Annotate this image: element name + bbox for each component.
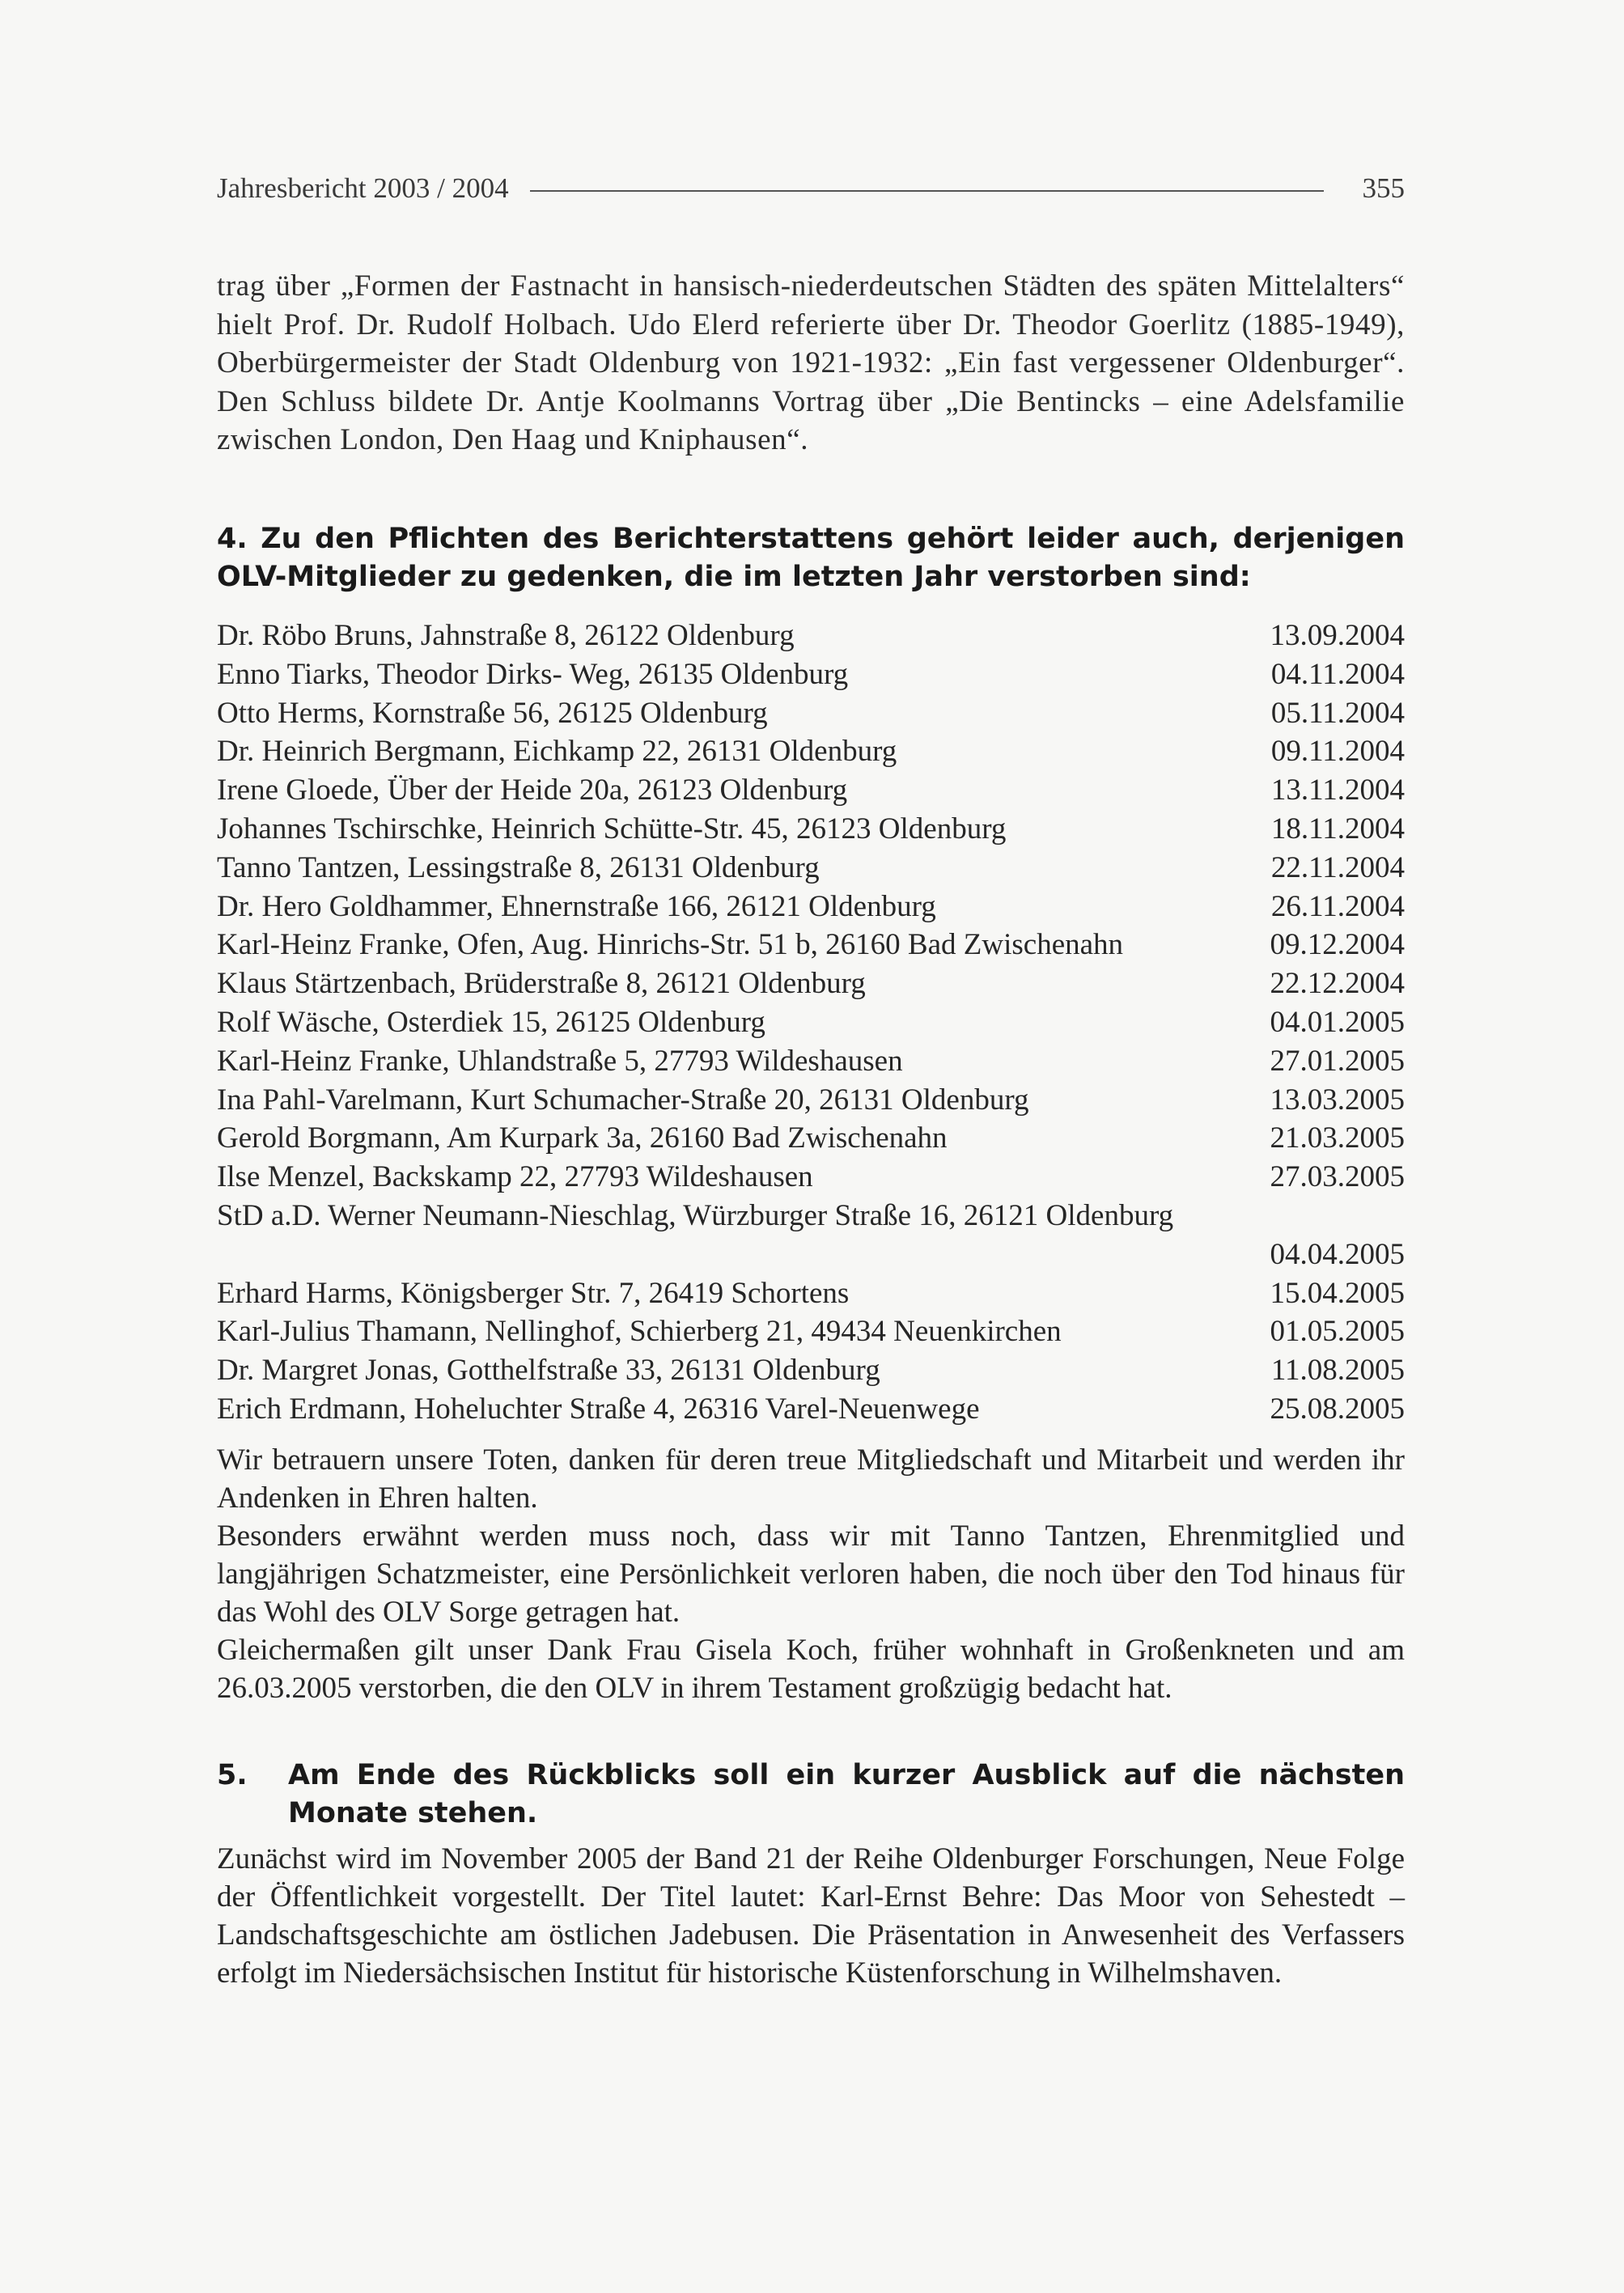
obituary-entry [217, 964, 1405, 1003]
member-name-address: Dr. Heinrich Bergmann, Eichkamp 22, 26131 Oldenburg [217, 735, 897, 769]
running-header [217, 166, 1405, 211]
member-name-address: Ina Pahl-Varelmann, Kurt Schumacher-Straße 20, 26131 Oldenburg [217, 1083, 1029, 1117]
member-name-address: Ilse Menzel, Backskamp 22, 27793 Wildeshausen [217, 1160, 813, 1194]
member-name-address: Karl-Heinz Franke, Ofen, Aug. Hinrichs-Str. 51 b, 26160 Bad Zwischenahn [217, 928, 1124, 962]
obituary-entry [217, 1351, 1405, 1390]
date-of-death: 26.11.2004 [1270, 889, 1405, 923]
date-of-death: 27.01.2005 [1270, 1044, 1405, 1078]
date-of-death: 01.05.2005 [1270, 1315, 1405, 1349]
member-name-address: StD a.D. Werner Neumann-Nieschlag, Würzburger Straße 16, 26121 Oldenburg [217, 1198, 1174, 1232]
member-name-address: Tanno Tantzen, Lessingstraße 8, 26131 Oldenburg [217, 850, 820, 884]
mourning-text [217, 1441, 1405, 1707]
section-title: Am Ende des Rückblicks soll ein kurzer Ausblick auf die nächsten Monate stehen. [288, 1759, 1405, 1829]
date-of-death: 27.03.2005 [1270, 1160, 1405, 1194]
obituary-entry [217, 617, 1405, 655]
date-of-death: 04.04.2005 [1270, 1237, 1405, 1271]
obituary-entry [217, 1274, 1405, 1313]
mourning-paragraph: Besonders erwähnt werden muss noch, dass wir mit Tanno Tantzen, Ehrenmitglied und langjährigen Schatzmeister, eine Persönlichkeit verloren haben, die noch über den Tod hinaus für das Wohl des OLV Sorge getragen hat. [217, 1519, 1405, 1629]
date-of-death: 22.11.2004 [1270, 850, 1405, 884]
mourning-paragraph: Gleichermaßen gilt unser Dank Frau Gisela Koch, früher wohnhaft in Großenkneten und am 26.03.2005 verstorben, die den OLV in ihrem Testament großzügig bedacht hat. [217, 1634, 1405, 1705]
member-name-address: Dr. Röbo Bruns, Jahnstraße 8, 26122 Oldenburg [217, 619, 795, 652]
header-rule [530, 190, 1324, 192]
date-of-death: 09.12.2004 [1270, 928, 1405, 962]
obituary-entry [217, 888, 1405, 926]
member-name-address: Gerold Borgmann, Am Kurpark 3a, 26160 Bad Zwischenahn [217, 1121, 948, 1155]
running-title: Jahresbericht 2003 / 2004 [217, 172, 509, 204]
member-name-address: Johannes Tschirschke, Heinrich Schütte-Str. 45, 26123 Oldenburg [217, 812, 1007, 846]
obituary-entry [217, 1390, 1405, 1429]
member-name-address: Karl-Heinz Franke, Uhlandstraße 5, 27793 Wildeshausen [217, 1044, 903, 1078]
date-of-death: 22.12.2004 [1270, 967, 1405, 1001]
obituary-entry [217, 1119, 1405, 1158]
intro-paragraph: trag über „Formen der Fastnacht in hansisch-niederdeutschen Städten des späten Mittelalters“ hielt Prof. Dr. Rudolf Holbach. Udo Elerd referierte über Dr. Theodor Goerlitz (1885-1949), Oberbürgermeister der Stadt Oldenburg von 1921-1932: „Ein fast vergessener Oldenburger“. Den Schluss bildete Dr. Antje Koolmanns Vortrag über „Die Bentincks – eine Adelsfamilie zwischen London, Den Haag und Kniphausen“. [217, 269, 1405, 456]
obituary-entry [217, 1158, 1405, 1197]
date-of-death: 05.11.2004 [1270, 696, 1405, 730]
date-of-death: 21.03.2005 [1270, 1121, 1405, 1155]
mourning-paragraph: Wir betrauern unsere Toten, danken für deren treue Mitgliedschaft und Mitarbeit und werden ihr Andenken in Ehren halten. [217, 1443, 1405, 1515]
section-5-heading [217, 1757, 1405, 1833]
date-of-death: 04.11.2004 [1270, 657, 1405, 691]
obituary-entry [217, 1081, 1405, 1120]
section-4-heading: 4. Zu den Pflichten des Berichterstattens gehört leider auch, derjenigen OLV-Mitglieder zu gedenken, die im letzten Jahr verstorben sind: [217, 523, 1405, 593]
member-name-address: Erich Erdmann, Hoheluchter Straße 4, 26316 Varel-Neuenwege [217, 1392, 980, 1426]
obituary-entry [217, 1312, 1405, 1351]
obituary-entry [217, 1197, 1405, 1274]
obituary-entry [217, 771, 1405, 810]
member-name-address: Enno Tiarks, Theodor Dirks- Weg, 26135 Oldenburg [217, 657, 849, 691]
member-name-address: Rolf Wäsche, Osterdiek 15, 26125 Oldenburg [217, 1005, 765, 1039]
date-of-death: 25.08.2005 [1270, 1392, 1405, 1426]
obituary-entry [217, 849, 1405, 888]
date-of-death: 04.01.2005 [1270, 1005, 1405, 1039]
obituary-entry [217, 1003, 1405, 1042]
obituary-entry [217, 732, 1405, 771]
obituary-entry [217, 694, 1405, 733]
date-of-death: 13.09.2004 [1270, 619, 1405, 652]
obituary-list [217, 617, 1405, 1429]
obituary-entry [217, 1042, 1405, 1081]
member-name-address: Otto Herms, Kornstraße 56, 26125 Oldenburg [217, 696, 768, 730]
date-of-death: 09.11.2004 [1270, 735, 1405, 769]
obituary-entry [217, 926, 1405, 964]
page-number: 355 [1362, 172, 1405, 204]
date-of-death: 13.03.2005 [1270, 1083, 1405, 1117]
member-name-address: Dr. Hero Goldhammer, Ehnernstraße 166, 26121 Oldenburg [217, 889, 936, 923]
date-of-death: 13.11.2004 [1270, 774, 1405, 807]
date-of-death: 15.04.2005 [1270, 1276, 1405, 1310]
obituary-entry [217, 810, 1405, 849]
date-of-death: 18.11.2004 [1270, 812, 1405, 846]
member-name-address: Karl-Julius Thamann, Nellinghof, Schierberg 21, 49434 Neuenkirchen [217, 1315, 1062, 1349]
member-name-address: Erhard Harms, Königsberger Str. 7, 26419 Schortens [217, 1276, 850, 1310]
member-name-address: Dr. Margret Jonas, Gotthelfstraße 33, 26131 Oldenburg [217, 1354, 880, 1388]
obituary-entry [217, 655, 1405, 694]
member-name-address: Irene Gloede, Über der Heide 20a, 26123 Oldenburg [217, 774, 848, 807]
member-name-address: Klaus Stärtzenbach, Brüderstraße 8, 26121 Oldenburg [217, 967, 866, 1001]
outlook-paragraph: Zunächst wird im November 2005 der Band 21 der Reihe Oldenburger Forschungen, Neue Folge der Öffentlichkeit vorgestellt. Der Titel lautet: Karl-Ernst Behre: Das Moor von Sehestedt – Landschaftsgeschichte am östlichen Jadebusen. Die Präsentation in Anwesenheit des Verfassers erfolgt im Niedersächsischen Institut für historische Küstenforschung in Wilhelmshaven. [217, 1842, 1405, 1990]
date-of-death: 11.08.2005 [1270, 1354, 1405, 1388]
section-number: 5. [217, 1759, 248, 1791]
